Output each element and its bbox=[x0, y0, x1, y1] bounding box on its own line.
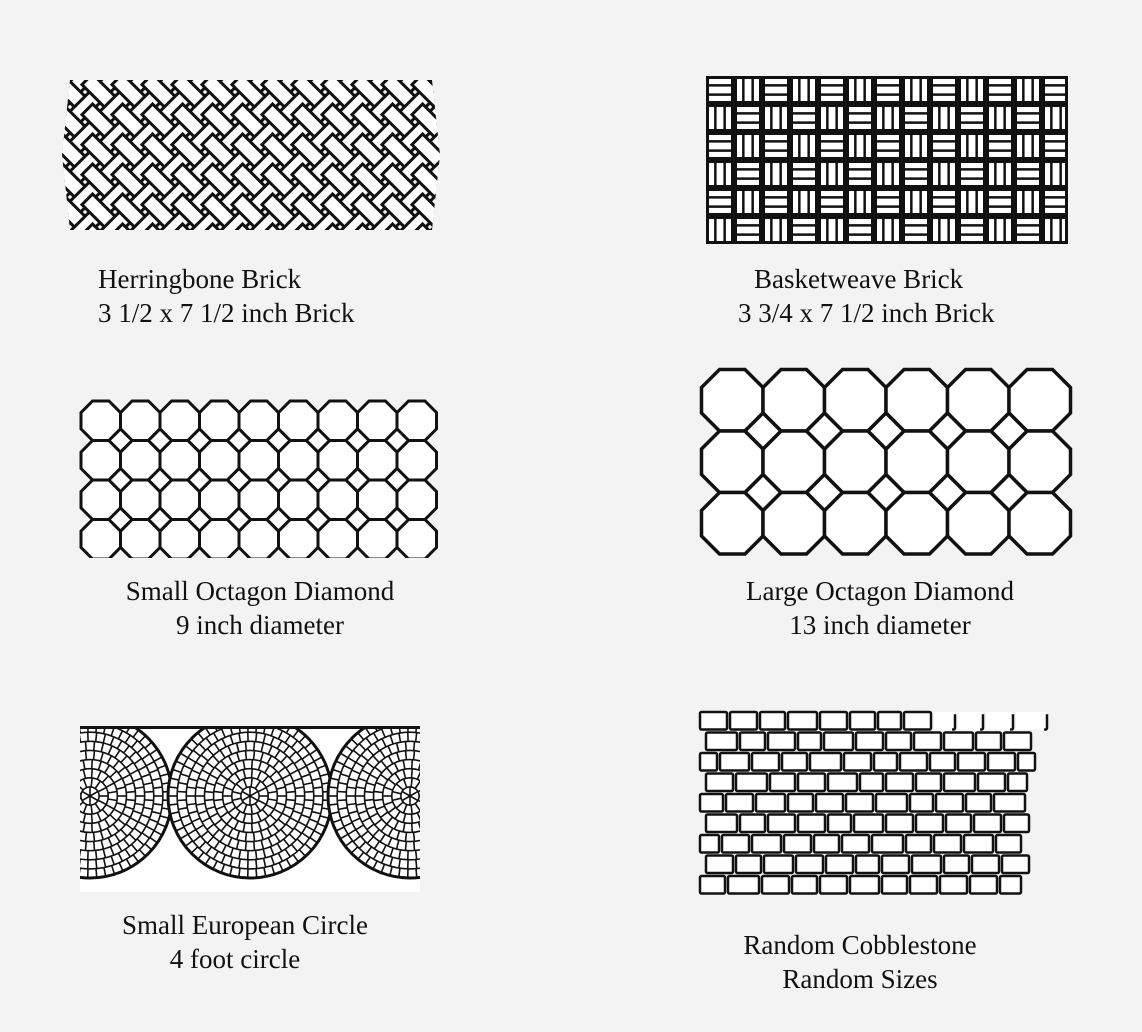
cobblestone-pattern bbox=[696, 708, 1070, 898]
cobblestone bbox=[736, 856, 761, 874]
cobblestone bbox=[946, 815, 971, 833]
cobblestone bbox=[996, 835, 1021, 853]
cobblestone bbox=[966, 794, 991, 812]
cobblestone bbox=[798, 733, 821, 751]
cobblestone bbox=[706, 856, 733, 874]
cobblestone-size: Random Sizes bbox=[782, 964, 938, 994]
cobblestone bbox=[762, 876, 789, 894]
cobblestone bbox=[784, 835, 811, 853]
cobblestone bbox=[1016, 712, 1047, 730]
cobblestone bbox=[740, 733, 765, 751]
cobblestone bbox=[752, 835, 781, 853]
cobblestone bbox=[900, 753, 927, 771]
cobblestone bbox=[912, 856, 941, 874]
cobblestone bbox=[788, 794, 813, 812]
european-circle-size: 4 foot circle bbox=[169, 944, 301, 974]
small-octagon-title: Small Octagon Diamond bbox=[125, 576, 395, 606]
cobblestone bbox=[820, 712, 847, 730]
cobblestone bbox=[728, 876, 759, 894]
cobblestone bbox=[846, 794, 873, 812]
european-circle-rosette bbox=[168, 726, 332, 878]
cobblestone bbox=[860, 774, 883, 792]
basketweave-pattern bbox=[706, 76, 1068, 244]
cobblestone bbox=[944, 733, 973, 751]
cobblestone bbox=[850, 712, 875, 730]
herringbone-title: Herringbone Brick bbox=[98, 264, 302, 294]
cobblestone bbox=[768, 733, 795, 751]
cobblestone bbox=[700, 876, 725, 894]
basketweave-caption bbox=[738, 262, 994, 330]
european-circle-title: Small European Circle bbox=[122, 910, 368, 940]
small-octagon-pattern bbox=[78, 398, 442, 558]
basketweave-size: 3 3/4 x 7 1/2 inch Brick bbox=[738, 298, 995, 328]
cobblestone bbox=[700, 835, 719, 853]
cobblestone bbox=[882, 856, 909, 874]
cobblestone bbox=[828, 815, 851, 833]
cobblestone bbox=[706, 733, 737, 751]
cobblestone bbox=[856, 733, 883, 751]
cobblestone bbox=[910, 794, 933, 812]
cobblestone bbox=[788, 712, 817, 730]
cobblestone bbox=[722, 835, 749, 853]
cobblestone bbox=[1004, 815, 1029, 833]
cobblestone bbox=[1004, 733, 1031, 751]
european-circle-caption bbox=[70, 908, 420, 976]
herringbone-size: 3 1/2 x 7 1/2 inch Brick bbox=[98, 298, 355, 328]
cobblestone bbox=[730, 712, 757, 730]
cobblestone bbox=[1008, 774, 1027, 792]
cobblestone bbox=[930, 753, 955, 771]
cobblestone bbox=[814, 835, 839, 853]
cobblestone bbox=[944, 856, 969, 874]
cobblestone bbox=[874, 753, 897, 771]
cobblestone bbox=[970, 876, 997, 894]
cobblestone bbox=[700, 712, 727, 730]
cobblestone bbox=[720, 753, 749, 771]
cobblestone bbox=[1018, 753, 1035, 771]
cobblestone bbox=[876, 794, 907, 812]
cobblestone-title: Random Cobblestone bbox=[743, 930, 977, 960]
cobblestone bbox=[934, 712, 955, 730]
cobblestone bbox=[764, 856, 793, 874]
small-octagon-size: 9 inch diameter bbox=[176, 610, 344, 640]
cobblestone bbox=[756, 794, 785, 812]
cobblestone-caption bbox=[700, 928, 1020, 996]
cobblestone bbox=[850, 876, 879, 894]
cobblestone bbox=[856, 856, 879, 874]
large-octagon-pattern bbox=[698, 366, 1078, 566]
cobblestone bbox=[760, 712, 785, 730]
cobblestone bbox=[826, 856, 853, 874]
european-circle-pattern bbox=[80, 726, 420, 892]
cobblestone bbox=[988, 753, 1015, 771]
basketweave-title: Basketweave Brick bbox=[754, 264, 964, 294]
cobblestone bbox=[700, 794, 723, 812]
cobblestone bbox=[798, 774, 825, 792]
cobblestone bbox=[824, 733, 853, 751]
large-octagon-caption bbox=[700, 574, 1060, 642]
cobblestone bbox=[916, 774, 941, 792]
cobblestone bbox=[886, 815, 913, 833]
cobblestone bbox=[782, 753, 807, 771]
cobblestone bbox=[770, 774, 795, 792]
cobblestone bbox=[726, 794, 753, 812]
cobblestone bbox=[958, 712, 983, 730]
cobblestone bbox=[886, 774, 913, 792]
cobblestone bbox=[752, 753, 779, 771]
cobblestone bbox=[706, 774, 733, 792]
cobblestone bbox=[904, 712, 931, 730]
cobblestone bbox=[820, 876, 847, 894]
cobblestone bbox=[768, 815, 795, 833]
cobblestone bbox=[974, 815, 1001, 833]
small-octagon-caption bbox=[80, 574, 440, 642]
cobblestone bbox=[816, 794, 843, 812]
cobblestone bbox=[854, 815, 883, 833]
cobblestone bbox=[798, 815, 825, 833]
cobblestone bbox=[958, 753, 985, 771]
cobblestone bbox=[972, 856, 999, 874]
cobblestone bbox=[986, 712, 1013, 730]
cobblestone bbox=[936, 794, 963, 812]
cobblestone bbox=[914, 733, 941, 751]
cobblestone bbox=[842, 835, 869, 853]
large-octagon-title: Large Octagon Diamond bbox=[746, 576, 1014, 606]
cobblestone bbox=[882, 876, 907, 894]
cobblestone bbox=[796, 856, 823, 874]
cobblestone bbox=[994, 794, 1025, 812]
cobblestone bbox=[810, 753, 841, 771]
cobblestone bbox=[872, 835, 903, 853]
cobblestone bbox=[700, 753, 717, 771]
cobblestone bbox=[792, 876, 817, 894]
cobblestone bbox=[740, 815, 765, 833]
cobblestone bbox=[978, 774, 1005, 792]
herringbone-caption bbox=[98, 262, 354, 330]
herringbone-pattern bbox=[62, 80, 440, 230]
cobblestone bbox=[910, 876, 937, 894]
cobblestone bbox=[934, 835, 961, 853]
cobblestone bbox=[878, 712, 901, 730]
cobblestone bbox=[906, 835, 931, 853]
cobblestone bbox=[940, 876, 967, 894]
cobblestone bbox=[944, 774, 975, 792]
cobblestone bbox=[706, 815, 737, 833]
cobblestone bbox=[1000, 876, 1021, 894]
cobblestone bbox=[828, 774, 857, 792]
cobblestone bbox=[844, 753, 871, 771]
cobblestone bbox=[1002, 856, 1029, 874]
cobblestone bbox=[886, 733, 911, 751]
cobblestone bbox=[976, 733, 1001, 751]
cobblestone bbox=[736, 774, 767, 792]
large-octagon-size: 13 inch diameter bbox=[789, 610, 971, 640]
cobblestone bbox=[916, 815, 943, 833]
cobblestone bbox=[964, 835, 993, 853]
